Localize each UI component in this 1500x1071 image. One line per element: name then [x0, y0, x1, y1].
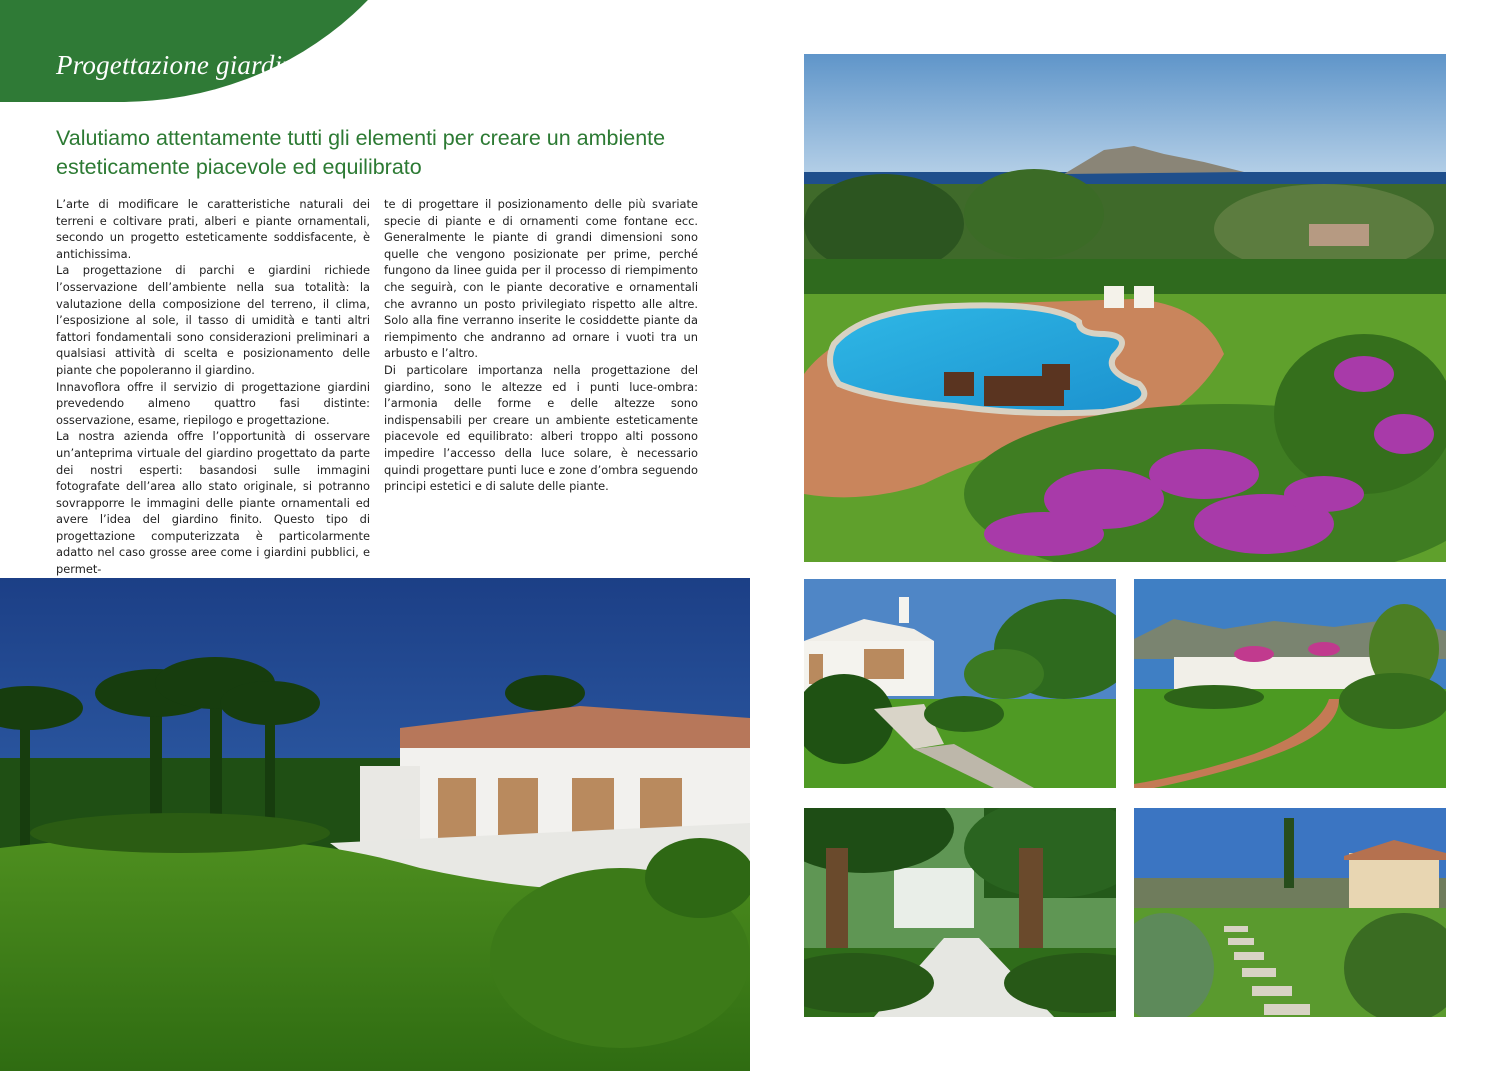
text-column-1 — [56, 196, 370, 578]
text-column-2 — [384, 196, 698, 495]
villa-garden-photo — [0, 578, 750, 1071]
section-title: Progettazione giardini — [56, 50, 304, 80]
curved-path-lawn-photo — [1134, 579, 1446, 788]
stepping-stone-path-photo — [1134, 808, 1446, 1017]
paragraph: Di particolare importanza nella progettazione del giardino, sono le altezze ed i punti luce-ombra: l’armonia delle forme e delle altezze sono indispensabili per creare un ambiente esteticamente piacevole ed equilibrato: alberi troppo alti possono impedire l’accesso della luce solare, è necessario quindi progettare punti luce e zone d’ombra seguendo principi estetici e di salute delle piante. — [384, 362, 698, 494]
paragraph: La progettazione di parchi e giardini richiede l’osservazione dell’ambiente nella sua totalità: la valutazione della composizione del terreno, il clima, l’esposizione al sole, il tasso di umidità e tanti altri fattori fondamentali sono considerazioni preliminari a qualsiasi attività di scelta e posizionamento delle piante che popoleranno il giardino. — [56, 263, 370, 377]
headline: Valutiamo attentamente tutti gli elementi per creare un ambiente esteticamente piacevole ed equilibrato — [56, 126, 666, 179]
pool-garden-photo — [804, 54, 1446, 562]
palm-walkway-photo — [804, 808, 1116, 1017]
paragraph: La nostra azienda offre l’opportunità di osservare un’anteprima virtuale del giardino progettato da parte dei nostri esperti: basandosi sulle immagini fotografate dell’area allo stato originale, si potranno sovrapporre le immagini delle piante ornamentali ed avere l’idea del giardino finito. Questo tipo di progettazione computerizzata è particolarmente adatto nel caso grosse aree come i giardini pubblici, e permet- — [56, 429, 370, 577]
house-steps-photo — [804, 579, 1116, 788]
right-page — [750, 0, 1500, 1071]
paragraph: L’arte di modificare le caratteristiche naturali dei terreni e coltivare prati, alberi e piante ornamentali, secondo un progetto esteticamente soddisfacente, è antichissima. — [56, 197, 370, 261]
paragraph: te di progettare il posizionamento delle più svariate specie di piante e di ornamenti come fontane ecc. Generalmente le piante di grandi dimensioni sono quelle che vengono posizionate per prime, perché fungono da linee guida per il processo di riempimento che seguirà, con le piante decorative e ornamentali che avranno un posto privilegiato rispetto alle altre. Solo alla fine verranno inserite le cosiddette piante da riempimento che andranno ad ornare i vuoti tra un arbusto e l’altro. — [384, 197, 698, 361]
paragraph: Innavoflora offre il servizio di progettazione giardini prevedendo almeno quattro fasi distinte: osservazione, esame, riepilogo e progettazione. — [56, 379, 370, 427]
